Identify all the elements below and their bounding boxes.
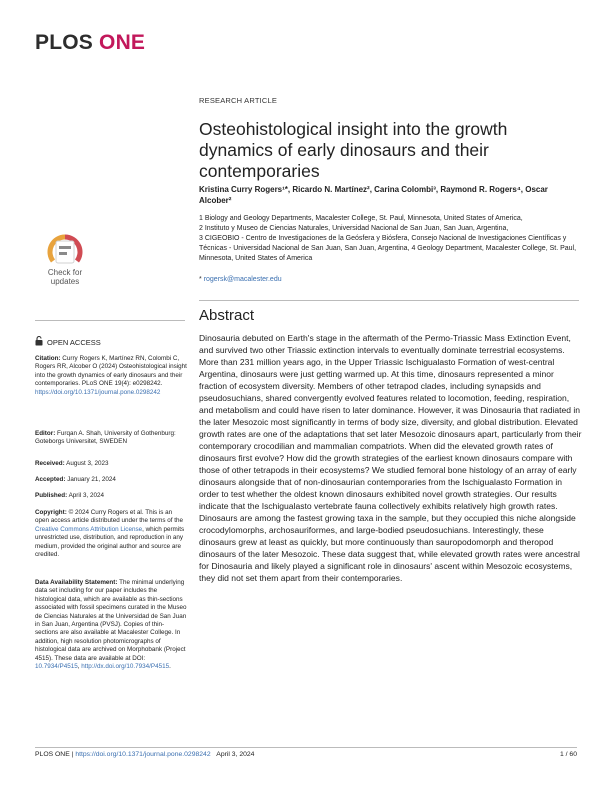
accepted-label: Accepted: xyxy=(35,476,66,483)
author-list: Kristina Curry Rogers¹*, Ricardo N. Martínez², Carina Colombi³, Raymond R. Rogers⁴, Oscar Alcober² xyxy=(199,185,548,205)
accepted-date: January 21, 2024 xyxy=(67,476,116,483)
copyright-block xyxy=(35,509,187,559)
received-date: August 3, 2023 xyxy=(66,460,109,467)
footer-divider xyxy=(35,747,577,748)
affiliation-3: 3 CIGEOBIO - Centro de Investigaciones de la Geósfera y Biósfera, Consejo Nacional de Investigaciones Científicas y Técnicas - Universidad Nacional de San Juan, San Juan, Argentina, 4 Geology Department, Macalester College, St. Paul, Minnesota, United States of America xyxy=(199,235,577,262)
data-availability-end: . xyxy=(169,663,171,671)
logo-one: ONE xyxy=(99,31,146,54)
citation-label: Citation: xyxy=(35,355,61,362)
affiliation-1: 1 Biology and Geology Departments, Macalester College, St. Paul, Minnesota, United States of America, xyxy=(199,215,523,222)
copyright-text-1: © 2024 Curry Rogers et al. This is an open access article distributed under the terms of the xyxy=(35,509,184,525)
corresponding-email[interactable] xyxy=(199,276,282,283)
affiliation-2: 2 Instituto y Museo de Ciencias Naturales, Universidad Nacional de San Juan, San Juan, Argentina, xyxy=(199,225,509,232)
page-footer xyxy=(35,751,254,758)
email-link[interactable]: rogersk@macalester.edu xyxy=(203,276,282,283)
open-access-label: OPEN ACCESS xyxy=(47,337,101,347)
abstract-divider xyxy=(199,300,579,301)
article-type: RESEARCH ARTICLE xyxy=(199,96,278,105)
badge-line2: updates xyxy=(50,277,80,286)
footer-separator: | xyxy=(69,751,76,758)
accepted-block xyxy=(35,476,187,484)
received-label: Received: xyxy=(35,460,65,467)
copyright-text-2: , which permits unrestricted use, distribution, and reproduction in any medium, provided the original author and source are credited. xyxy=(35,525,185,559)
published-block xyxy=(35,492,187,500)
morphobank-url-link[interactable]: http://dx.doi.org/10.7934/P4515 xyxy=(81,663,170,671)
page-number: 1 / 60 xyxy=(559,751,577,758)
copyright-label: Copyright: xyxy=(35,509,67,516)
citation-doi-link[interactable]: https://doi.org/10.1371/journal.pone.0298242 xyxy=(35,388,161,396)
received-block xyxy=(35,460,187,468)
data-availability-label: Data Availability Statement: xyxy=(35,579,118,586)
citation-text: Curry Rogers K, Martínez RN, Colombi C, Rogers RR, Alcober O (2024) Osteohistological insight into the growth dynamics of early dinosaurs and their contemporaries. PLoS ONE 19(4): e0298242. xyxy=(35,355,187,388)
check-for-updates-label xyxy=(35,268,95,286)
journal-logo[interactable] xyxy=(35,31,145,55)
license-link[interactable]: Creative Commons Attribution License xyxy=(35,525,143,533)
footer-journal: PLOS ONE xyxy=(35,751,70,758)
footer-doi-link[interactable]: https://doi.org/10.1371/journal.pone.0298242 xyxy=(75,751,211,758)
editor-block xyxy=(35,430,187,447)
abstract-text: Dinosauria debuted on Earth's stage in the aftermath of the Permo-Triassic Mass Extinction Event, and survived two other Triassic extinction intervals to eventually dominate terrestrial ecosystems. More than 231 million years ago, in the Upper Triassic Ischigualasto Formation of west-central Argentina, dinosaurs were just getting warmed up. At this time, dinosaurs represented a minor fraction of ecosystem diversity. Members of other tetrapod clades, including synapsids and pseudosuchians, shared convergently evolved features related to locomotion, feeding, respiration, and metabolism and could have risen to later dominance. However, it was Dinosauria that radiated in the later Mesozoic most significantly in terms of body size, diversity, and global distribution. Elevated growth rates are one of the adaptations that set later Mesozoic dinosaurs apart, particularly from their contemporary crocodilian and mammalian compatriots. When did the elevated growth rates of dinosaurs first evolve? How did the growth strategies of the earliest known dinosaurs compare with those of other tetrapods in their ecosystems? We studied femoral bone histology of an array of early dinosaurs alongside that of non-dinosaurian contemporaries from the Ischigualasto Formation in order to test whether the oldest known dinosaurs exhibited novel growth strategies. Our results indicate that the Ischigualasto vertebrate fauna collectively exhibits relatively high growth rates. Dinosaurs are among the fastest growing taxa in the sample, but they occupied this niche alongside crocodylomorphs, archosauriformes, and large-bodied pseudosuchians. Interestingly, these dinosaurs grew at least as quickly, but more continuously than sauropodomorph and theropod dinosaurs of the later Mesozoic. These data suggest that, while elevated growth rates were ancestral for Dinosauria and likely played a significant role in dinosaurs' ascent within Mesozoic ecosystems, they did not set them apart from their contemporaries. xyxy=(199,333,582,583)
data-availability-block: Data Availability Statement: The minimal underlying data set including for our paper includes the histological data, which are available as thin-sections associated with fossil specimens curated in the Museo de Ciencias Naturales at the Universidad de San Juan in San Juan, Argentina (PVSJ). Copies of thin-sections are also available at Macalester College. In addition, high resolution photomicrographs of histological data are archived on Morphobank (Project 4515). These data are available at DOI: 10.7934/P4515, http://dx.doi.org/10.7934/P4515. xyxy=(35,579,187,671)
open-lock-icon xyxy=(35,336,43,348)
data-availability-text: The minimal underlying data set including for our paper includes the histological data, which are available as thin-sections associated with fossil specimens curated in the Museo de Ciencias Naturales at the Universidad de San Juan in San Juan, Argentina (PVSJ). Copies of thin-sections are also available at Macalester College. In addition, high resolution photomicrographs of histological data are archived on Morphobank (Project 4515). These data are available at DOI: xyxy=(35,579,187,662)
morphobank-doi-link[interactable]: 10.7934/P4515 xyxy=(35,663,78,671)
badge-line1: Check for xyxy=(47,268,83,277)
logo-plos: PLOS xyxy=(35,31,93,54)
open-access-badge xyxy=(35,336,101,348)
abstract-heading: Abstract xyxy=(199,307,255,324)
affiliations xyxy=(199,214,579,264)
citation-block xyxy=(35,355,187,397)
editor-label: Editor: xyxy=(35,430,56,437)
editor-text: Furqan A. Shah, University of Gothenburg: Goteborgs Universitet, SWEDEN xyxy=(35,430,176,446)
article-title: Osteohistological insight into the growth dynamics of early dinosaurs and their contemporaries xyxy=(199,118,508,181)
published-date: April 3, 2024 xyxy=(68,492,104,499)
footer-date: April 3, 2024 xyxy=(216,751,255,758)
sidebar-divider xyxy=(35,320,185,321)
email-star: * xyxy=(199,276,202,283)
published-label: Published: xyxy=(35,492,68,499)
